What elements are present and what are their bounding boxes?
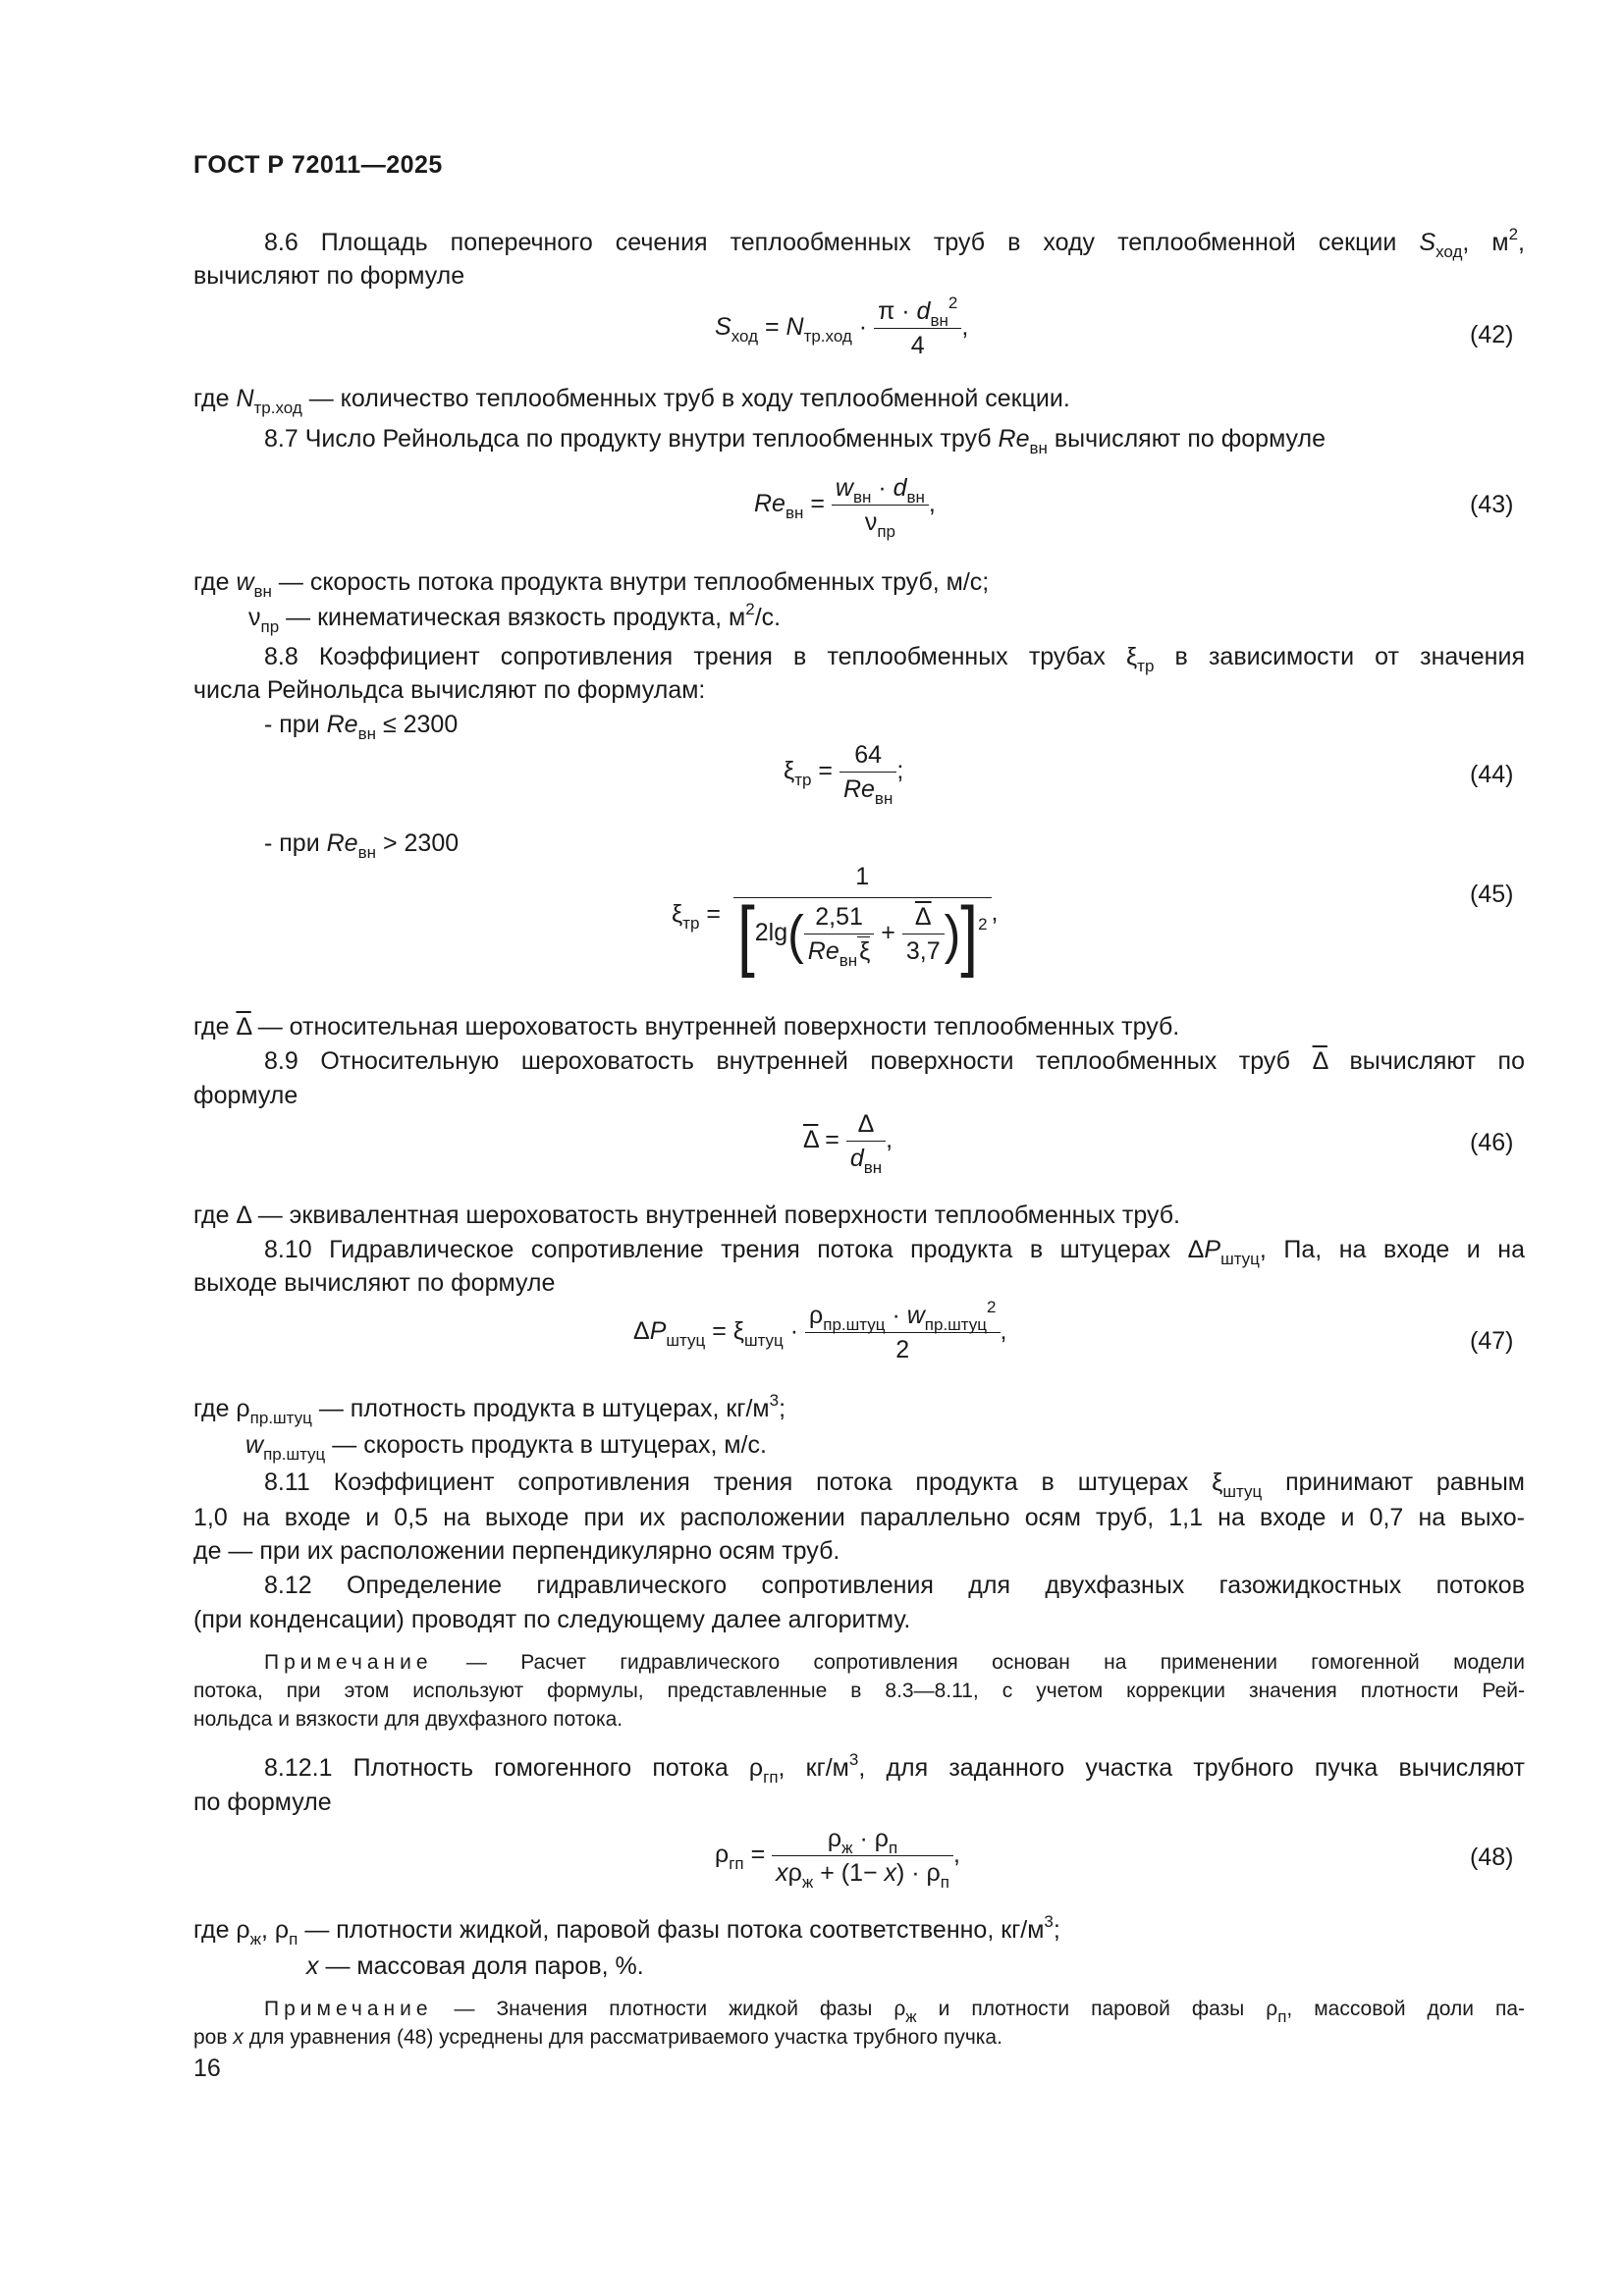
where-8-10-line1: где $\rho_{пр.штуц}$ — плотность продукта в штуцерах, $кг/м^3$; — [193, 1391, 786, 1427]
paragraph-8-8-line2: числа Рейнольдса вычисляют по формулам: — [193, 676, 706, 704]
paragraph-8-11-line2: 1,0 на входе и 0,5 на выходе при их расположении параллельно осям труб, 1,1 на входе и 0,7 на выхо- — [193, 1504, 1525, 1531]
equation-number-45: (45) — [1470, 881, 1514, 908]
where-8-12-1-line1: где $\rho_ж$, $\rho_п$ — плотности жидкой, паровой фазы потока соответственно, $кг/м^3$; — [193, 1912, 1060, 1949]
formula-44: $\xi_{тр}$ = $\frac{64}{Re_{вн}}$ ; — [784, 738, 903, 806]
paragraph-8-9-line2: формуле — [193, 1082, 298, 1109]
note-8-12-line1: Примечание — Расчет гидравлического сопротивления основан на применении гомогенной модели — [264, 1651, 1525, 1674]
where-8-8: где $\overline{\Delta}$ — относительная шероховатость внутренней поверхности теплообменных труб. — [193, 1013, 1180, 1041]
case-gt-2300: - при $Re_{вн} > 2300$ — [264, 829, 460, 862]
formula-46: $\overline{\Delta}$ = $\frac{\Delta}{d_{вн}}$ , — [803, 1107, 893, 1175]
paragraph-8-10-line2: выходе вычисляют по формуле — [193, 1269, 556, 1297]
paragraph-8-6-line1: 8.6 Площадь поперечного сечения теплообменных труб в ходу теплообменной секции $S_{ход}$, $м^2$, — [264, 225, 1525, 261]
document-header: ГОСТ Р 72011—2025 — [193, 151, 443, 179]
where-8-7-line1: где $w_{вн}$ — скорость потока продукта внутри теплообменных труб, м/с; — [193, 568, 990, 601]
formula-45: $\xi_{тр}$ = 1 [2lg( $\frac{2,51}{Re_{вн}\xi}$ + $\frac{\overline{\Delta}}{3,7}$ )]$^2$ , — [672, 860, 998, 968]
where-8-7-line2: $\nu_{пр}$ — кинематическая вязкость продукта, $м^2/с$. — [248, 600, 782, 636]
where-8-6: где $N_{тр.ход}$ — количество теплообменных труб в ходу теплообменной секции. — [193, 385, 1070, 417]
paragraph-8-12-1-line2: по формуле — [193, 1789, 332, 1816]
note-8-12-line2: потока, при этом используют формулы, представленные в 8.3—8.11, с учетом коррекции значения плотности Рей- — [193, 1680, 1525, 1702]
paragraph-8-7: 8.7 Число Рейнольдса по продукту внутри теплообменных труб $Re_{вн}$ вычисляют по формуле — [264, 425, 1326, 457]
paragraph-8-11-line1: 8.11 Коэффициент сопротивления трения потока продукта в штуцерах $\xi_{штуц}$ принимают равным — [264, 1468, 1525, 1501]
page-number: 16 — [193, 2055, 221, 2082]
where-8-9: где Δ — эквивалентная шероховатость внутренней поверхности теплообменных труб. — [193, 1201, 1180, 1229]
equation-number-46: (46) — [1470, 1129, 1514, 1156]
paragraph-8-12-line2: (при конденсации) проводят по следующему далее алгоритму. — [193, 1606, 911, 1633]
equation-number-48: (48) — [1470, 1843, 1514, 1871]
paragraph-8-9-line1: 8.9 Относительную шероховатость внутренней поверхности теплообменных труб $\overline{\Delta}$ вычисляют по — [264, 1047, 1525, 1075]
equation-number-42: (42) — [1470, 321, 1514, 348]
where-8-12-1-line2: x — массовая доля паров, %. — [306, 1952, 644, 1980]
equation-number-47: (47) — [1470, 1327, 1514, 1355]
equation-number-44: (44) — [1470, 761, 1514, 788]
equation-number-43: (43) — [1470, 491, 1514, 518]
note-8-12-line3: нольдса и вязкости для двухфазного потока. — [193, 1708, 623, 1731]
paragraph-8-6-line2: вычисляют по формуле — [193, 262, 465, 290]
paragraph-8-11-line3: де — при их расположении перпендикулярно осям труб. — [193, 1537, 840, 1565]
formula-48: $\rho_{гп}$ = $\frac{\rho_ж \cdot \rho_п}{x\rho_ж + (1- x) \cdot \rho_п}$ , — [715, 1822, 960, 1890]
note-8-12-1-line1: Примечание — Значения плотности жидкой фазы $\rho_ж$ и плотности паровой фазы $\rho_п$, массовой доли па- — [264, 1998, 1526, 2026]
paragraph-8-12-line1: 8.12 Определение гидравлического сопротивления для двухфазных газожидкостных потоков — [264, 1572, 1525, 1599]
paragraph-8-10-line1: 8.10 Гидравлическое сопротивление трения потока продукта в штуцерах $\Delta P_{штуц}$, Па, на входе и на — [264, 1236, 1525, 1268]
formula-42: $S_{ход} = N_{тр.ход}$ · $\frac{\pi \cdot d_{вн}^2}{4}$ , — [715, 294, 969, 359]
paragraph-8-12-1-line1: 8.12.1 Плотность гомогенного потока $\rho_{гп}$, $кг/м^3$, для заданного участка трубного пучка вычисляют — [264, 1750, 1525, 1787]
formula-43: $Re_{вн}$ = $\frac{w_{вн} \cdot d_{вн}}{\nu_{пр}}$ , — [754, 471, 936, 539]
note-8-12-1-line2: ров x для уравнения (48) усреднены для рассматриваемого участка трубного пучка. — [193, 2026, 1002, 2049]
formula-47: $\Delta P_{штуц} = \xi_{штуц}$ · $\frac{\rho_{пр.штуц} \cdot w_{пр.штуц}^2}{2}$ , — [633, 1298, 1007, 1363]
where-8-10-line2: $w_{пр.штуц}$ — скорость продукта в штуцерах, м/с. — [245, 1431, 767, 1464]
case-le-2300: - при $Re_{вн} \le 2300$ — [264, 711, 459, 743]
paragraph-8-8-line1: 8.8 Коэффициент сопротивления трения в теплообменных трубах $\xi_{тр}$ в зависимости от значения — [264, 643, 1525, 675]
